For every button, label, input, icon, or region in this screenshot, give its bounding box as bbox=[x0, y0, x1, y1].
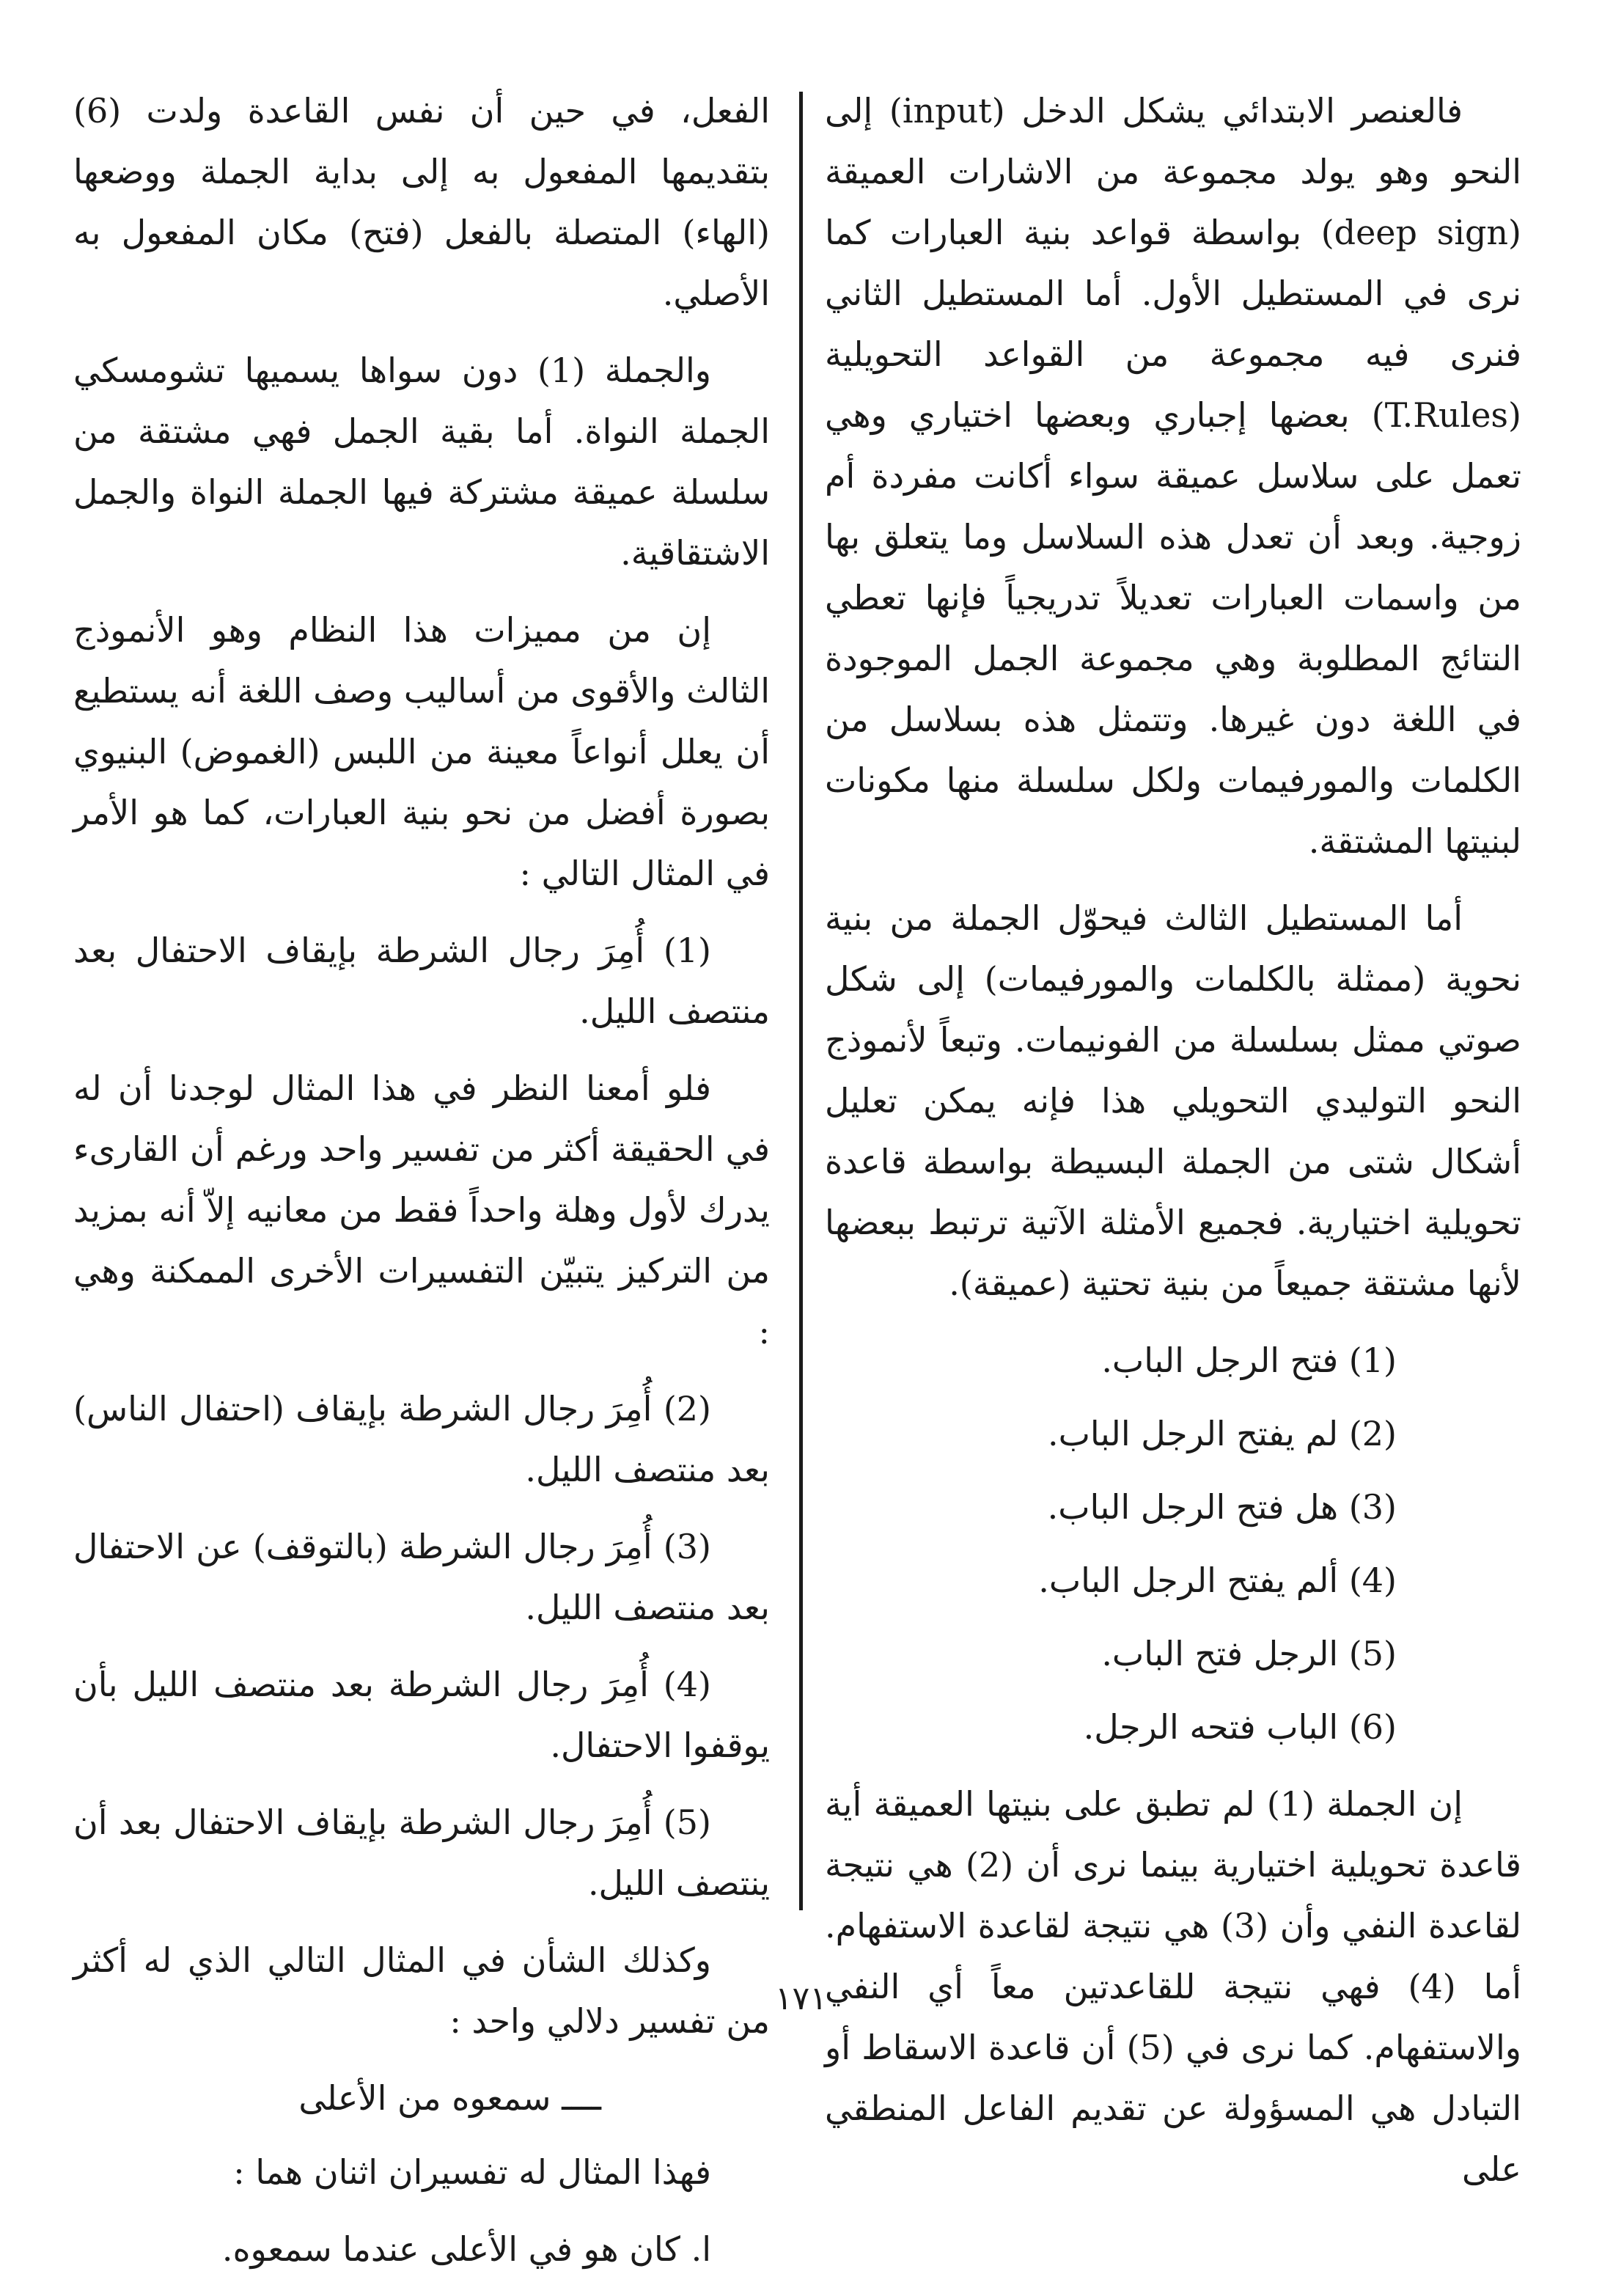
paragraph: والجملة (1) دون سواها يسميها تشومسكي الجملة النواة. أما بقية الجمل فهي مشتقة من سلسلة عميقة مشتركة فيها الجملة النواة والجمل الاشتقاقية. bbox=[73, 351, 770, 573]
column-divider bbox=[799, 92, 803, 1910]
example-sentence: (4) ألم يفتح الرجل الباب. bbox=[1038, 1560, 1397, 1600]
paragraph: إن الجملة (1) لم تطبق على بنيتها العميقة أية قاعدة تحويلية اختيارية بينما نرى أن (2) هي نتيجة لقاعدة النفي وأن (3) هي نتيجة لقاعدة الاستفهام. أما (4) فهي نتيجة للقاعدتين معاً أي النفي والاستفهام. كما نرى في (5) أن قاعدة الاسقاط أو التبادل هي المسؤولة عن تقديم الفاعل المنطقي على bbox=[825, 1784, 1521, 2189]
example-sentence: (3) هل فتح الرجل الباب. bbox=[1047, 1487, 1397, 1527]
right-column bbox=[825, 81, 1521, 2216]
example-sentence: (1) فتح الرجل الباب. bbox=[1101, 1340, 1397, 1380]
example-sentence: (6) الباب فتحه الرجل. bbox=[1083, 1707, 1397, 1747]
example-sentence: (4) أُمِرَ رجال الشرطة بعد منتصف الليل بأن يوقفوا الاحتفال. bbox=[73, 1665, 770, 1765]
left-column bbox=[73, 81, 770, 2296]
paragraph: أما المستطيل الثالث فيحوّل الجملة من بنية نحوية (ممثلة بالكلمات والمورفيمات) إلى شكل صوتي ممثل بسلسلة من الفونيمات. وتبعاً لأنموذج النحو التوليدي التحويلي هذا فإنه يمكن تعليل أشكال شتى من الجملة البسيطة بواسطة قاعدة تحويلية اختيارية. فجميع الأمثلة الآتية ترتبط ببعضها لأنها مشتقة جميعاً من بنية تحتية (عميقة). bbox=[825, 898, 1521, 1303]
example-sentence: ا. كان هو في الأعلى عندما سمعوه. bbox=[221, 2229, 711, 2269]
example-sentence: (1) أُمِرَ رجال الشرطة بإيقاف الاحتفال بعد منتصف الليل. bbox=[73, 931, 770, 1031]
paragraph: فلو أمعنا النظر في هذا المثال لوجدنا أن له في الحقيقة أكثر من تفسير واحد ورغم أن القارىء يدرك لأول وهلة واحداً فقط من معانيه إلاّ أنه بمزيد من التركيز يتبيّن التفسيرات الأخرى الممكنة وهي : bbox=[73, 1068, 770, 1351]
example-sentence: ــــ سمعوه من الأعلى bbox=[298, 2078, 601, 2118]
paragraph: فهذا المثال له تفسيران اثنان هما : bbox=[233, 2152, 711, 2192]
example-sentence: (2) أُمِرَ رجال الشرطة بإيقاف (احتفال الناس) بعد منتصف الليل. bbox=[73, 1389, 770, 1489]
paragraph: وكذلك الشأن في المثال التالي الذي له أكثر من تفسير دلالي واحد : bbox=[73, 1940, 770, 2041]
example-sentence: (3) أُمِرَ رجال الشرطة (بالتوقف) عن الاحتفال بعد منتصف الليل. bbox=[73, 1527, 770, 1627]
example-sentence: (5) الرجل فتح الباب. bbox=[1101, 1634, 1397, 1673]
example-list bbox=[825, 1330, 1521, 1758]
example-sentence: (2) لم يفتح الرجل الباب. bbox=[1047, 1414, 1397, 1453]
paragraph: إن من مميزات هذا النظام وهو الأنموذج الثالث والأقوى من أساليب وصف اللغة أنه يستطيع أن يعلل أنواعاً معينة من اللبس (الغموض) البنيوي بصورة أفضل من نحو بنية العبارات، كما هو الأمر في المثال التالي : bbox=[73, 610, 770, 893]
paragraph: الفعل، في حين أن نفس القاعدة ولدت (6) بتقديمها المفعول به إلى بداية الجملة ووضعها (الهاء) المتصلة بالفعل (فتح) مكان المفعول به الأصلي. bbox=[73, 91, 770, 313]
paragraph: فالعنصر الابتدائي يشكل الدخل (input) إلى النحو وهو يولد مجموعة من الاشارات العميقة (deep sign) بواسطة قواعد بنية العبارات كما نرى في المستطيل الأول. أما المستطيل الثاني فنرى فيه مجموعة من القواعد التحويلية (T.Rules) بعضها إجباري وبعضها اختياري وهي تعمل على سلاسل عميقة سواء أكانت مفردة أم زوجية. وبعد أن تعدل هذه السلاسل وما يتعلق بها من واسمات العبارات تعديلاً تدريجياً فإنها تعطي النتائج المطلوبة وهي مجموعة الجمل الموجودة في اللغة دون غيرها. وتتمثل هذه بسلاسل من الكلمات والمورفيمات ولكل سلسلة منها مكونات لبنيتها المشتقة. bbox=[825, 91, 1521, 861]
page-number: ١٧١ bbox=[775, 1980, 827, 2017]
example-sentence: (5) أُمِرَ رجال الشرطة بإيقاف الاحتفال بعد أن ينتصف الليل. bbox=[73, 1802, 770, 1903]
